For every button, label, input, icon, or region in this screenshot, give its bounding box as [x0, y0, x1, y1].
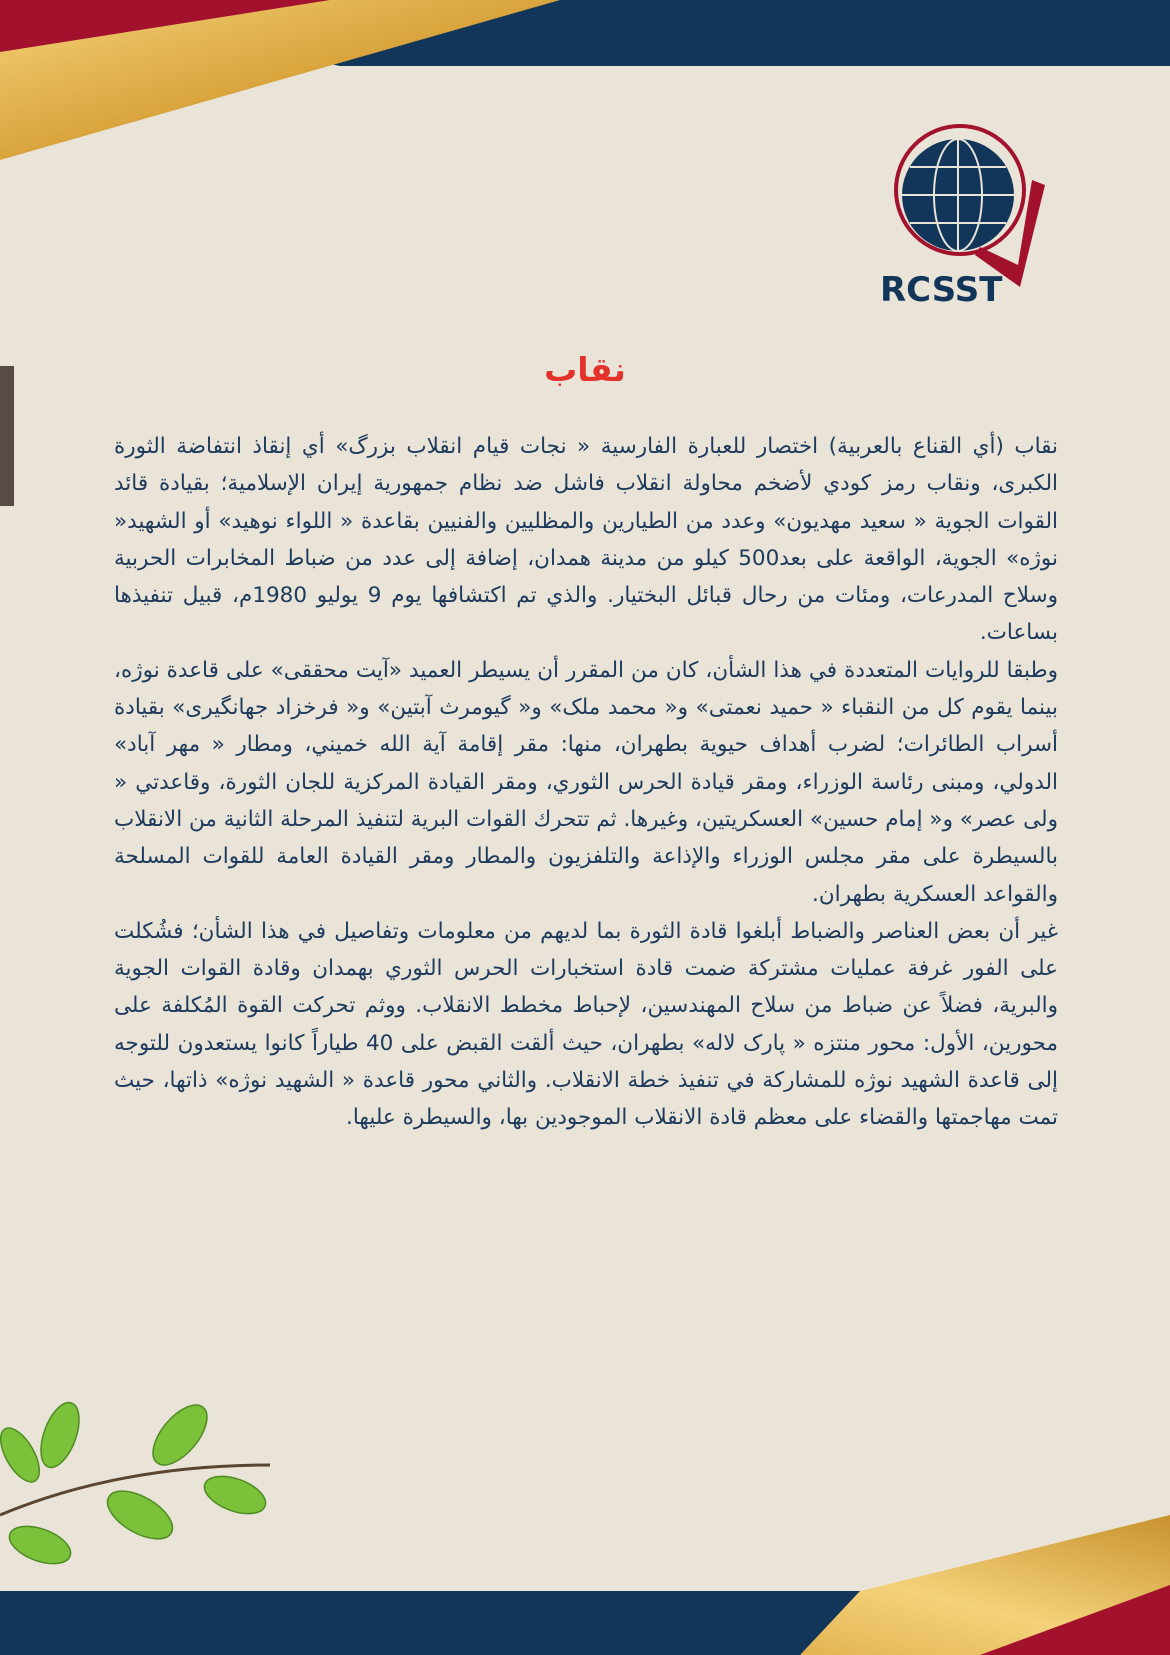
paragraph: وطبقا للروايات المتعددة في هذا الشأن، كان من المقرر أن يسيطر العميد «آيت محققى» على قاعدة نوژه، بينما يقوم كل من النقباء « حميد نعمتى» و« محمد ملک» و« گيومرث آبتين» و« فرخزاد جهانگيرى» بقيادة أسراب الطائرات؛ لضرب أهداف حيوية بطهران، منها: مقر إقامة آية الله خميني، ومطار « مهر آباد» الدولي، ومبنى رئاسة الوزراء، ومقر قيادة الحرس الثوري، ومقر القيادة المركزية للجان الثورة، وقاعدتي « ولى عصر» و« إمام حسين» العسكريتين، وغيرها. ثم تتحرك القوات البرية لتنفيذ المرحلة الثانية من الانقلاب بالسيطرة على مقر مجلس الوزراء والإذاعة والتلفزيون والمطار ومقر القيادة العامة للقوات المسلحة والقواعد العسكرية بطهران. [114, 657, 1058, 907]
logo-text: RCSST [880, 270, 1003, 305]
paragraph: غير أن بعض العناصر والضباط أبلغوا قادة الثورة بما لديهم من معلومات وتفاصيل في هذا الشأن؛ فشُكلت على الفور غرفة عمليات مشتركة ضمت قادة استخبارات الحرس الثوري بهمدان وقادة القوات الجوية والبرية، فضلاً عن ضباط من سلاح المهندسين، لإحباط مخطط الانقلاب. ووثم تحركت القوة المُكلفة على محورين، الأول: محور منتزه « پارک لاله» بطهران، حيث ألقت القبض على 40 طياراً كانوا يستعدون للتوجه إلى قاعدة الشهيد نوژه للمشاركة في تنفيذ خطة الانقلاب. والثاني محور قاعدة « الشهيد نوژه» ذاتها، حيث تمت مهاجمتها والقضاء على معظم قادة الانقلاب الموجودين بها، والسيطرة عليها. [114, 918, 1058, 1131]
bottom-decorative-band [0, 1495, 1170, 1655]
paragraph: نقاب (أي القناع بالعربية) اختصار للعبارة الفارسية « نجات قيام انقلاب بزرگ» أي إنقاذ انتفاضة الثورة الكبرى، ونقاب رمز كودي لأضخم محاولة انقلاب فاشل ضد نظام جمهورية إيران الإسلامية؛ بقيادة قائد القوات الجوية « سعيد مهديون» وعدد من الطيارين والمظليين والفنيين بقاعدة « اللواء نوهيد» أو الشهيد« نوژه» الجوية، الواقعة على بعد500 كيلو من مدينة همدان، إضافة إلى عدد من ضباط المخابرات الحربية وسلاح المدرعات، ومئات من رحال قبائل البختيار. والذي تم اكتشافها يوم 9 يوليو 1980م، قبيل تنفيذها بساعات. [114, 434, 1059, 646]
page-title: نقاب [544, 350, 626, 389]
article-body [114, 428, 1058, 1137]
rcsst-logo [880, 115, 1060, 305]
